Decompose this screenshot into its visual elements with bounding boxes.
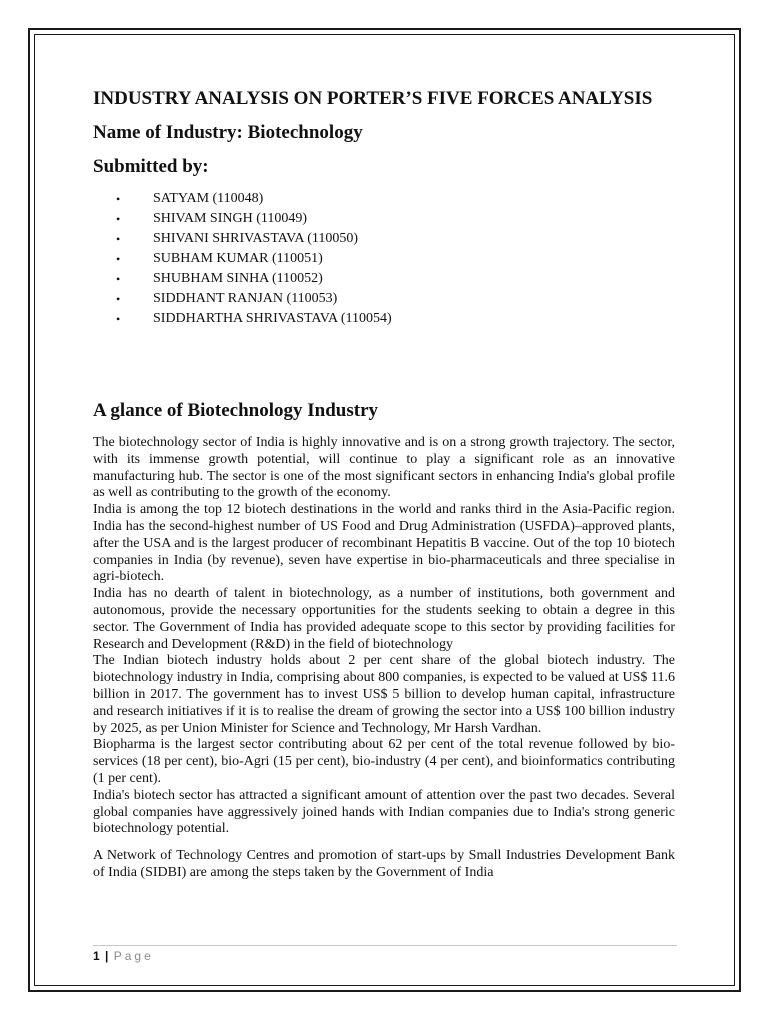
bullet-icon: • (116, 212, 121, 226)
paragraph: A Network of Technology Centres and promotion of start-ups by Small Industries Development Bank of India (SIDBI) are among the steps taken by the Government of India (93, 848, 675, 880)
section-heading: A glance of Biotechnology Industry (93, 400, 379, 421)
list-item (93, 309, 675, 329)
list-item (93, 249, 675, 269)
bullet-icon: • (116, 252, 121, 266)
paragraph: India has no dearth of talent in biotechnology, as a number of institutions, both government and autonomous, provide the necessary opportunities for the students seeking to obtain a degree in this sector. The Government of India has provided adequate scope to this sector by providing facilities for Research and Development (R&D) in the field of biotechnology (93, 586, 675, 652)
list-item (93, 289, 675, 309)
section-body (93, 435, 675, 882)
bullet-icon: • (116, 292, 121, 306)
list-item (93, 189, 675, 209)
member-name: SIDDHANT RANJAN (110053) (153, 291, 338, 306)
list-item (93, 209, 675, 229)
industry-name-heading: Name of Industry: Biotechnology (93, 122, 363, 143)
page-content (93, 86, 675, 882)
bullet-icon: • (116, 192, 121, 206)
member-name: SIDDHARTHA SHRIVASTAVA (110054) (153, 311, 392, 326)
list-item (93, 229, 675, 249)
list-item (93, 269, 675, 289)
page-footer (93, 948, 154, 964)
paragraph: The biotechnology sector of India is highly innovative and is on a strong growth trajectory. The sector, with its immense growth potential, will continue to play a significant role as an innovative manufacturing hub. The sector is one of the most significant sectors in enhancing India's global profile as well as contributing to the growth of the economy. (93, 435, 675, 501)
paragraph: The Indian biotech industry holds about 2 per cent share of the global biotech industry. The biotechnology industry in India, comprising about 800 companies, is expected to be valued at US$ 11.6 billion in 2017. The government has to invest US$ 5 billion to develop human capital, infrastructure and research initiatives if it is to realise the dream of growing the sector into a US$ 100 billion industry by 2025, as per Union Minister for Science and Technology, Mr Harsh Vardhan. (93, 653, 675, 736)
member-name: SHIVAM SINGH (110049) (153, 211, 308, 226)
member-name: SHIVANI SHRIVASTAVA (110050) (153, 231, 359, 246)
page-separator: | (105, 949, 109, 963)
member-name: SHUBHAM SINHA (110052) (153, 271, 323, 286)
page-number: 1 (93, 949, 100, 963)
member-name: SUBHAM KUMAR (110051) (153, 251, 323, 266)
bullet-icon: • (116, 232, 121, 246)
bullet-icon: • (116, 272, 121, 286)
member-name: SATYAM (110048) (153, 191, 264, 206)
member-list (93, 189, 675, 329)
paragraph: India is among the top 12 biotech destinations in the world and ranks third in the Asia-Pacific region. India has the second-highest number of US Food and Drug Administration (USFDA)–approved plants, after the USA and is the largest producer of recombinant Hepatitis B vaccine. Out of the top 10 biotech companies in India (by revenue), seven have expertise in bio-pharmaceuticals and three specialise in agri-biotech. (93, 502, 675, 585)
footer-divider (93, 945, 677, 946)
page-label: Page (113, 949, 154, 963)
paragraph: India's biotech sector has attracted a significant amount of attention over the past two decades. Several global companies have aggressively joined hands with Indian companies due to India's strong generic biotechnology potential. (93, 787, 675, 837)
bullet-icon: • (116, 312, 121, 326)
submitted-by-heading: Submitted by: (93, 156, 209, 177)
document-title: INDUSTRY ANALYSIS ON PORTER’S FIVE FORCES ANALYSIS (93, 88, 653, 109)
paragraph: Biopharma is the largest sector contributing about 62 per cent of the total revenue followed by bio-services (18 per cent), bio-Agri (15 per cent), bio-industry (4 per cent), and bioinformatics contributing (1 per cent). (93, 737, 675, 786)
